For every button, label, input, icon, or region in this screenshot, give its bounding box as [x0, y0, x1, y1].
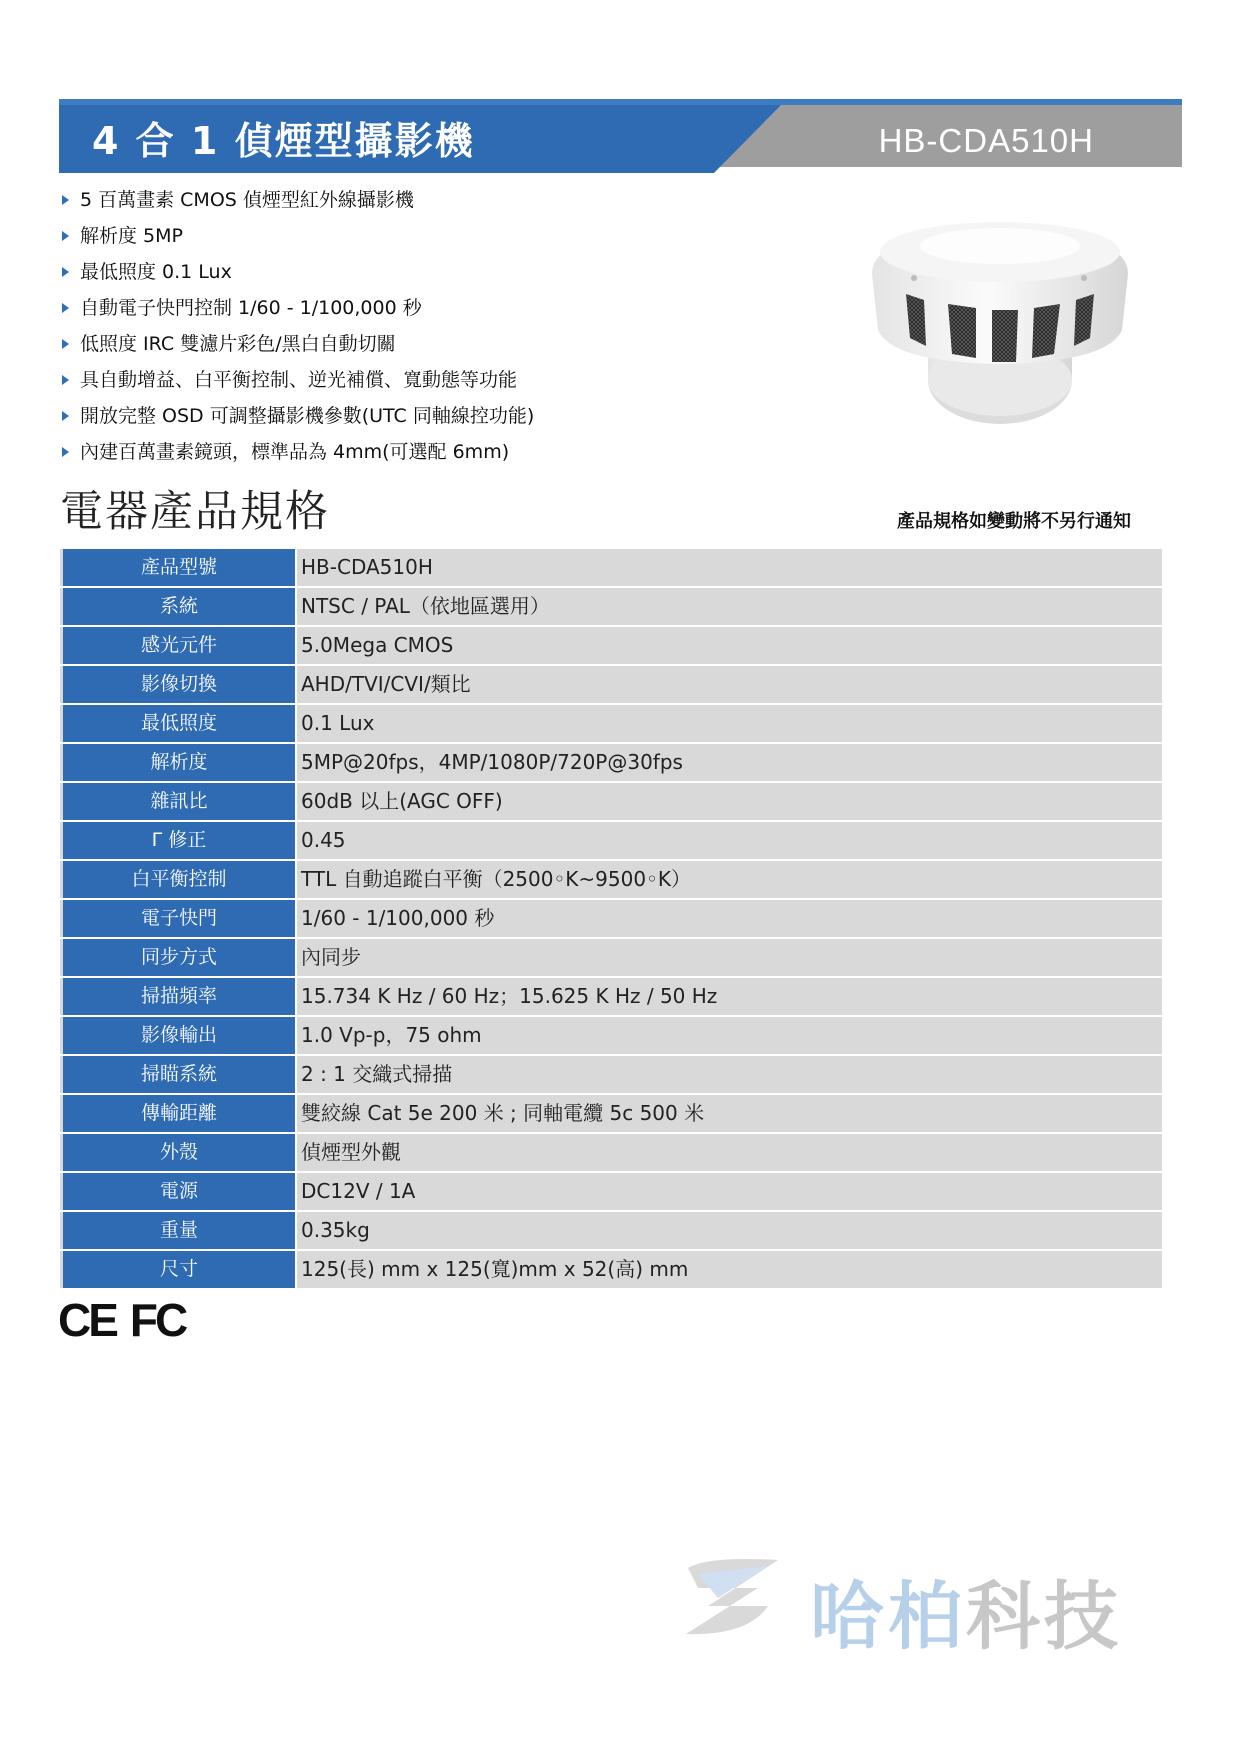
spec-label: 尺寸 [60, 1251, 295, 1288]
spec-label: 影像切換 [60, 666, 295, 703]
spec-label: 雜訊比 [60, 783, 295, 820]
table-row [60, 627, 1162, 664]
product-title: 4 合 1 偵煙型攝影機 [92, 119, 475, 163]
table-row [60, 588, 1162, 625]
product-image [868, 212, 1132, 434]
spec-value: 5.0Mega CMOS [297, 627, 1162, 664]
table-row [60, 1134, 1162, 1171]
spec-note: 產品規格如變動將不另行通知 [897, 511, 1131, 532]
bullet-icon [62, 411, 69, 421]
table-row [60, 666, 1162, 703]
bullet-icon [62, 339, 69, 349]
product-model: HB-CDA510H [878, 122, 1094, 159]
spec-label: 電子快門 [60, 900, 295, 937]
spec-heading: 電器產品規格 [60, 487, 330, 537]
brand-name-blue: 哈柏 [810, 1574, 966, 1660]
spec-value: 1.0 Vp-p，75 ohm [297, 1017, 1162, 1054]
bullet-icon [62, 447, 69, 457]
feature-list [60, 182, 534, 470]
header-banner [59, 99, 1182, 173]
spec-value: 2 : 1 交織式掃描 [297, 1056, 1162, 1093]
feature-item: 解析度 5MP [60, 218, 534, 254]
spec-value: 內同步 [297, 939, 1162, 976]
spec-value: NTSC / PAL（依地區選用） [297, 588, 1162, 625]
spec-value: 5MP@20fps，4MP/1080P/720P@30fps [297, 744, 1162, 781]
table-row [60, 1095, 1162, 1132]
spec-value: 0.45 [297, 822, 1162, 859]
spec-label: 解析度 [60, 744, 295, 781]
fcc-mark-icon: FC [129, 1294, 186, 1346]
spec-label: 最低照度 [60, 705, 295, 742]
spec-label: 掃瞄系統 [60, 1056, 295, 1093]
table-row [60, 822, 1162, 859]
table-row [60, 900, 1162, 937]
spec-value: 0.1 Lux [297, 705, 1162, 742]
spec-label: 白平衡控制 [60, 861, 295, 898]
certification-marks [58, 1293, 185, 1347]
feature-item: 具自動增益、白平衡控制、逆光補償、寬動態等功能 [60, 362, 534, 398]
table-row [60, 744, 1162, 781]
feature-item: 內建百萬畫素鏡頭，標準品為 4mm(可選配 6mm) [60, 434, 534, 470]
spec-label: 重量 [60, 1212, 295, 1249]
table-row [60, 978, 1162, 1015]
spec-value: 0.35kg [297, 1212, 1162, 1249]
feature-item: 最低照度 0.1 Lux [60, 254, 534, 290]
table-row [60, 1251, 1162, 1288]
spec-label: 同步方式 [60, 939, 295, 976]
table-row [60, 1056, 1162, 1093]
spec-value: DC12V / 1A [297, 1173, 1162, 1210]
spec-label: 掃描頻率 [60, 978, 295, 1015]
spec-table [60, 549, 1162, 1290]
bullet-icon [62, 303, 69, 313]
feature-item: 低照度 IRC 雙濾片彩色/黑白自動切關 [60, 326, 534, 362]
feature-item: 開放完整 OSD 可調整攝影機參數(UTC 同軸線控功能) [60, 398, 534, 434]
spec-value: 60dB 以上(AGC OFF) [297, 783, 1162, 820]
brand-logo-icon [668, 1548, 798, 1648]
table-row [60, 783, 1162, 820]
table-row [60, 1017, 1162, 1054]
spec-value: 雙絞線 Cat 5e 200 米 ; 同軸電纜 5c 500 米 [297, 1095, 1162, 1132]
spec-value: 15.734 K Hz / 60 Hz；15.625 K Hz / 50 Hz [297, 978, 1162, 1015]
spec-label: 系統 [60, 588, 295, 625]
spec-label: 影像輸出 [60, 1017, 295, 1054]
ce-mark-icon: CE [58, 1294, 116, 1346]
spec-value: 125(長) mm x 125(寬)mm x 52(高) mm [297, 1251, 1162, 1288]
spec-label: Γ 修正 [60, 822, 295, 859]
feature-item: 自動電子快門控制 1/60 - 1/100,000 秒 [60, 290, 534, 326]
bullet-icon [62, 195, 69, 205]
spec-label: 傳輸距離 [60, 1095, 295, 1132]
spec-value: 偵煙型外觀 [297, 1134, 1162, 1171]
spec-value: TTL 自動追蹤白平衡（2500◦K~9500◦K） [297, 861, 1162, 898]
spec-label: 外殼 [60, 1134, 295, 1171]
spec-value: HB-CDA510H [297, 549, 1162, 586]
table-row [60, 1173, 1162, 1210]
table-row [60, 1212, 1162, 1249]
table-row [60, 861, 1162, 898]
table-row [60, 705, 1162, 742]
table-row [60, 939, 1162, 976]
bullet-icon [62, 231, 69, 241]
spec-value: AHD/TVI/CVI/類比 [297, 666, 1162, 703]
brand-watermark [668, 1548, 1188, 1658]
spec-label: 電源 [60, 1173, 295, 1210]
table-row [60, 549, 1162, 586]
spec-value: 1/60 - 1/100,000 秒 [297, 900, 1162, 937]
feature-item: 5 百萬畫素 CMOS 偵煙型紅外線攝影機 [60, 182, 534, 218]
spec-label: 感光元件 [60, 627, 295, 664]
brand-name-gray: 科技 [966, 1574, 1122, 1660]
bullet-icon [62, 267, 69, 277]
spec-label: 產品型號 [60, 549, 295, 586]
bullet-icon [62, 375, 69, 385]
